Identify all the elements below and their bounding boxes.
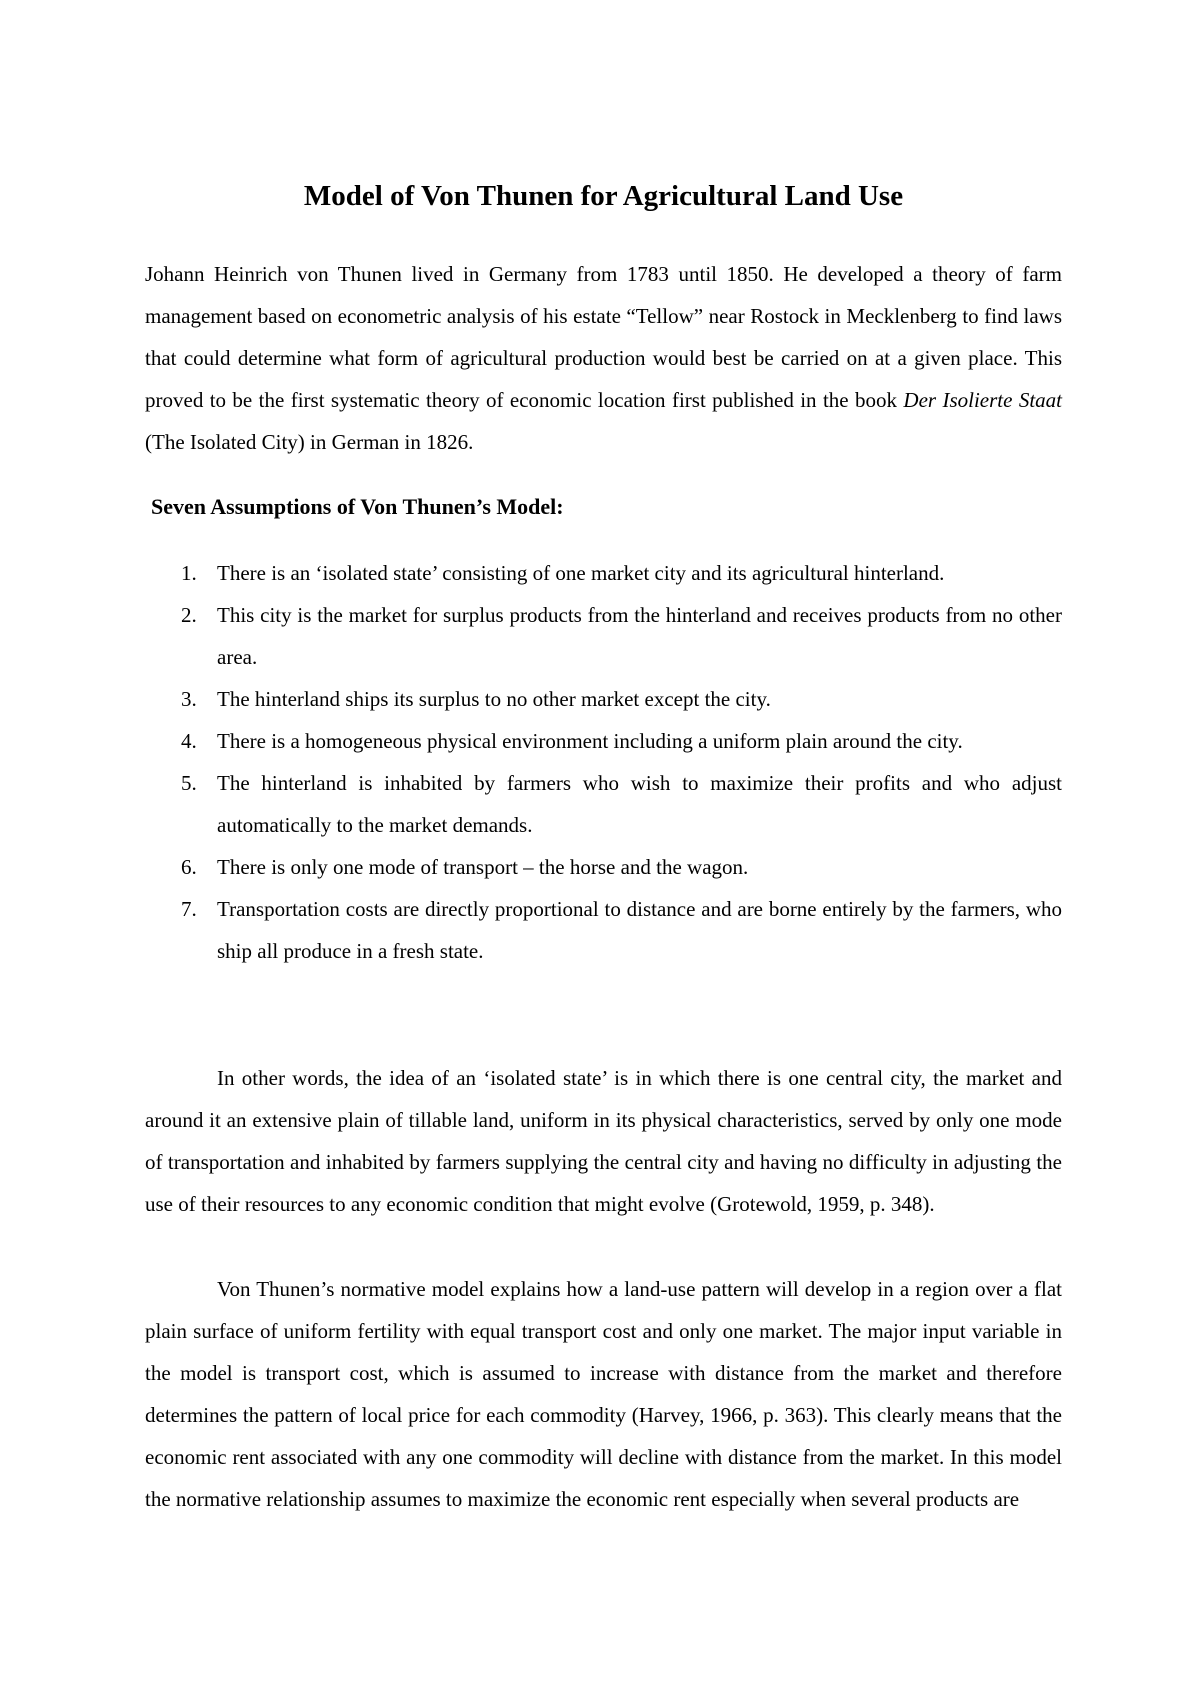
list-item: [145, 762, 1062, 846]
list-item-number: 5.: [181, 771, 197, 795]
paragraph-normative-model: Von Thunen’s normative model explains how a land-use pattern will develop in a region over a flat plain surface of uniform fertility with equal transport cost and only one market. The major input variable in the model is transport cost, which is assumed to increase with distance from the market and therefore determines the pattern of local price for each commodity (Harvey, 1966, p. 363). This clearly means that the economic rent associated with any one commodity will decline with distance from the market. In this model the normative relationship assumes to maximize the economic rent especially when several products are: [145, 1277, 1062, 1511]
list-item-text: There is a homogeneous physical environment including a uniform plain around the city.: [217, 729, 963, 753]
list-item-number: 2.: [181, 603, 197, 627]
list-item-text: The hinterland is inhabited by farmers who wish to maximize their profits and who adjust automatically to the market demands.: [217, 771, 1062, 837]
list-item: [145, 888, 1062, 972]
list-item: [145, 846, 1062, 888]
list-item: [145, 552, 1062, 594]
list-item-text: The hinterland ships its surplus to no other market except the city.: [217, 687, 771, 711]
list-item-text: This city is the market for surplus products from the hinterland and receives products from no other area.: [217, 603, 1062, 669]
list-item: [145, 720, 1062, 762]
list-item: [145, 594, 1062, 678]
list-item-number: 7.: [181, 897, 197, 921]
document-title: Model of Von Thunen for Agricultural Land Use: [303, 180, 904, 212]
list-item-number: 1.: [181, 561, 197, 585]
list-item-text: Transportation costs are directly proportional to distance and are borne entirely by the farmers, who ship all produce in a fresh state.: [217, 897, 1062, 963]
paragraph-isolated-state: In other words, the idea of an ‘isolated state’ is in which there is one central city, the market and around it an extensive plain of tillable land, uniform in its physical characteristics, served by only one mode of transportation and inhabited by farmers supplying the central city and having no difficulty in adjusting the use of their resources to any economic condition that might evolve (Grotewold, 1959, p. 348).: [145, 1066, 1062, 1216]
list-item: [145, 678, 1062, 720]
intro-text-start: Johann Heinrich von Thunen lived in Germany from 1783 until 1850. He developed a theory of farm management based on econometric analysis of his estate “Tellow” near Rostock in Mecklenberg to find laws that could determine what form of agricultural production would best be carried on at a given place. This proved to be the first systematic theory of economic location first published in the book: [145, 262, 1062, 412]
list-item-number: 3.: [181, 687, 197, 711]
intro-text-end: (The Isolated City) in German in 1826.: [145, 430, 474, 454]
list-item-text: There is an ‘isolated state’ consisting of one market city and its agricultural hinterland.: [217, 561, 945, 585]
assumptions-heading: Seven Assumptions of Von Thunen’s Model:: [151, 494, 564, 519]
list-item-text: There is only one mode of transport – the horse and the wagon.: [217, 855, 749, 879]
assumptions-list: [145, 552, 1062, 972]
list-item-number: 4.: [181, 729, 197, 753]
intro-paragraph: [145, 253, 1062, 463]
book-title-italic: Der Isolierte Staat: [903, 388, 1063, 412]
list-item-number: 6.: [181, 855, 197, 879]
